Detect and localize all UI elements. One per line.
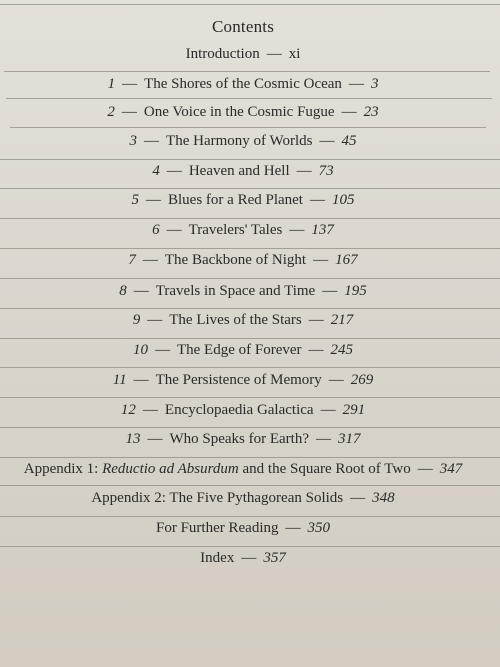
entry-chapter-number: 6 — [152, 222, 160, 238]
entry-separator: — — [133, 372, 149, 388]
entry-rule — [0, 397, 500, 398]
entry-rule — [4, 71, 490, 72]
entry-chapter-number: 8 — [119, 283, 127, 299]
entry-separator: — — [266, 46, 282, 62]
entry-page: 348 — [372, 490, 395, 506]
entry-separator: — — [133, 283, 149, 299]
entry-page: 195 — [344, 283, 367, 299]
entry-title: The Harmony of Worlds — [166, 133, 313, 149]
entry-page: 3 — [370, 76, 379, 92]
entry-title: Travels in Space and Time — [155, 283, 316, 299]
entry-rule — [0, 308, 500, 309]
entry-title: The Edge of Forever — [176, 342, 302, 358]
entry-rule — [0, 338, 500, 339]
entry-chapter-number: 10 — [132, 342, 148, 358]
entry-page: 167 — [335, 252, 358, 268]
entry-title: The Persistence of Memory — [155, 372, 322, 388]
entry-title: For Further Reading — [156, 520, 279, 536]
entry-title: and the Square Root of Two — [238, 461, 411, 477]
entry-page: 105 — [331, 192, 355, 208]
entry-rule — [0, 188, 500, 189]
entry-rule — [0, 159, 500, 160]
entry-separator: — — [144, 133, 160, 149]
entry-title: The Shores of the Cosmic Ocean — [144, 76, 342, 92]
entry-title: Who Speaks for Earth? — [169, 431, 310, 447]
entry-rule — [0, 516, 500, 517]
entry-rule — [0, 427, 500, 428]
entry-chapter-number: 2 — [107, 104, 115, 120]
entry-separator: — — [308, 312, 324, 328]
entry-chapter-number: 5 — [131, 192, 139, 208]
entry-rule — [0, 485, 500, 486]
entry-chapter-number: 4 — [152, 163, 160, 179]
entry-separator: — — [285, 520, 301, 536]
entry-separator: — — [241, 550, 257, 566]
entry-page: 347 — [439, 461, 463, 477]
entry-separator: — — [417, 461, 433, 477]
entry-page: 357 — [263, 550, 286, 566]
entry-rule — [0, 367, 500, 368]
entry-title: Travelers' Tales — [188, 222, 283, 238]
entry-chapter-number: 12 — [120, 402, 136, 418]
entry-rule — [0, 278, 500, 279]
entry-rule — [0, 546, 500, 547]
entry-title: Encyclopaedia Galactica — [164, 402, 314, 418]
entry-title: Heaven and Hell — [188, 163, 290, 179]
entry-separator: — — [147, 431, 163, 447]
entry-rule — [0, 248, 500, 249]
entry-separator: — — [121, 104, 137, 120]
entry-separator: — — [309, 192, 325, 208]
toc-entry-appendix-1 — [0, 461, 500, 491]
entry-separator: — — [319, 133, 335, 149]
entry-separator: — — [348, 76, 364, 92]
entry-page: 137 — [311, 222, 334, 238]
entry-title: The Backbone of Night — [164, 252, 307, 268]
entry-separator: — — [308, 342, 324, 358]
entry-separator: — — [146, 192, 161, 208]
entry-separator: — — [341, 104, 357, 120]
entry-separator: — — [166, 163, 182, 179]
entry-chapter-number: 9 — [132, 312, 141, 328]
entry-page: 269 — [350, 372, 374, 388]
entry-separator: — — [147, 312, 163, 328]
entry-page: 45 — [341, 133, 357, 149]
page-title: Contents — [211, 17, 275, 36]
entry-appendix-label: Appendix 2: — [91, 490, 166, 506]
entry-rule — [10, 127, 486, 128]
entry-rule — [0, 218, 500, 219]
entry-page: 217 — [330, 312, 354, 328]
entry-page: 317 — [338, 431, 361, 447]
entry-rule — [0, 457, 500, 458]
entry-chapter-number: 11 — [112, 372, 127, 388]
entry-title: One Voice in the Cosmic Fugue — [143, 104, 335, 120]
entry-appendix-label: Appendix 1: — [23, 461, 99, 477]
entry-title: Blues for a Red Planet — [168, 192, 303, 208]
entry-separator: — — [322, 283, 338, 299]
entry-separator: — — [166, 222, 182, 238]
entry-title: Index — [200, 550, 235, 566]
entry-page: 350 — [307, 520, 330, 536]
entry-separator: — — [350, 490, 366, 506]
entry-page: 291 — [342, 402, 366, 418]
toc-entry-chapter-1 — [0, 76, 500, 106]
entry-title: Introduction — [185, 46, 260, 62]
entry-separator: — — [313, 252, 329, 268]
entry-separator: — — [296, 163, 312, 179]
toc-entry-index — [0, 550, 500, 580]
entry-page: 245 — [330, 342, 354, 358]
entry-page: 23 — [363, 104, 379, 120]
entry-separator: — — [328, 372, 344, 388]
entry-separator: — — [122, 76, 138, 92]
entry-chapter-number: 13 — [125, 431, 141, 447]
toc-entry-chapter-2 — [0, 104, 500, 134]
entry-title-italic: Reductio ad Absurdum — [102, 461, 239, 477]
top-rule — [0, 4, 500, 5]
entry-page: xi — [288, 46, 301, 62]
entry-title: The Five Pythagorean Solids — [169, 490, 344, 506]
entry-chapter-number: 3 — [129, 133, 138, 149]
entry-separator: — — [289, 222, 305, 238]
entry-separator: — — [154, 342, 170, 358]
entry-separator: — — [142, 402, 158, 418]
entry-separator: — — [316, 431, 332, 447]
entry-rule — [6, 98, 492, 99]
entry-separator: — — [142, 252, 158, 268]
entry-separator: — — [320, 402, 336, 418]
entry-page: 73 — [318, 163, 334, 179]
entry-chapter-number: 7 — [128, 252, 136, 268]
entry-title: The Lives of the Stars — [169, 312, 302, 328]
entry-chapter-number: 1 — [107, 76, 116, 92]
